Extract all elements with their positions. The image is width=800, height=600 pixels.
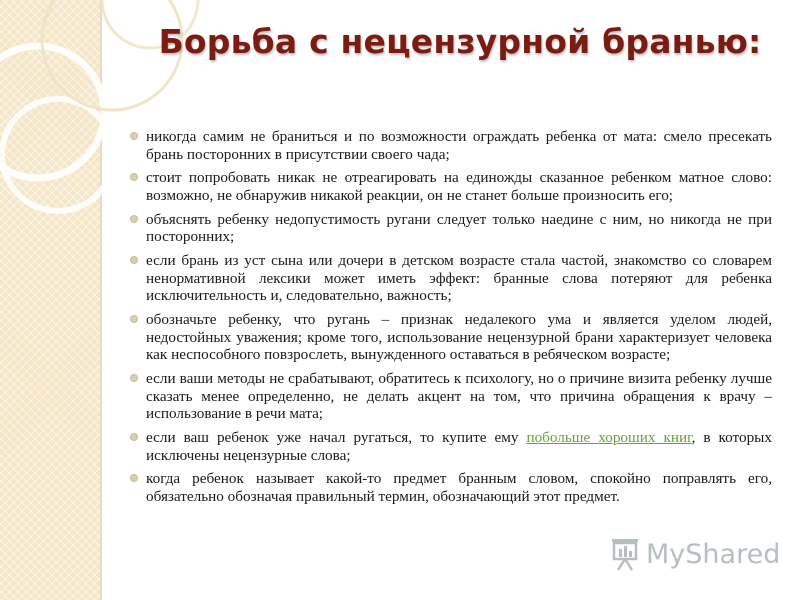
bullet-text: если ваши методы не срабатывают, обратитесь к психологу, но о причине визита ребенку лучше сказать менее определенно, не делать акцент на том, что причина обращения к врачу – использование в речи мата; bbox=[146, 370, 772, 423]
list-item bbox=[146, 128, 772, 163]
projector-icon bbox=[610, 537, 640, 571]
bullet-text: если брань из уст сына или дочери в детском возрасте стала частой, знакомство со словарем ненормативной лексики может иметь эффект: бранные слова потеряют для ребенка исключительность и, следовательно, важность; bbox=[146, 252, 772, 305]
list-item bbox=[146, 470, 772, 505]
list-item bbox=[146, 252, 772, 305]
list-item bbox=[146, 429, 772, 464]
bullet-icon bbox=[131, 216, 137, 222]
bullet-text: стоит попробовать никак не отреагировать на единожды сказанное ребенком матное слово: возможно, не обнаружив никакой реакции, он не станет больше произносить его; bbox=[146, 169, 772, 204]
bullet-text: обозначьте ребенку, что ругань – признак недалекого ума и является уделом людей, недостойных уважения; кроме того, использование нецензурной брани характеризует человека как неспособного повзрослеть, вынужденного оставаться в ребяческом возрасте; bbox=[146, 311, 772, 364]
bullet-text: когда ребенок называет какой-то предмет бранным словом, спокойно поправлять его, обязательно обозначая правильный термин, обозначающий этот предмет. bbox=[146, 470, 772, 505]
slide-title: Борьба с нецензурной бранью: bbox=[158, 22, 762, 61]
list-item bbox=[146, 311, 772, 364]
list-item bbox=[146, 169, 772, 204]
list-item bbox=[146, 370, 772, 423]
bullet-text-before-link: если ваш ребенок уже начал ругаться, то купите ему bbox=[146, 429, 527, 447]
bullet-icon bbox=[131, 434, 137, 440]
watermark-text: MyShared bbox=[646, 538, 781, 570]
bullet-text: объяснять ребенку недопустимость ругани следует только наедине с ним, но никогда не при посторонних; bbox=[146, 210, 772, 246]
bullet-icon bbox=[131, 133, 137, 139]
list-item bbox=[146, 211, 772, 246]
bullet-text-after-link: , в которых исключены нецензурные слова; bbox=[146, 429, 772, 464]
watermark bbox=[610, 534, 780, 574]
books-link[interactable]: побольше хороших книг bbox=[526, 429, 692, 447]
bullet-text: никогда самим не браниться и по возможности ограждать ребенка от мата: смело пресекать брань посторонних в присутствии своего чада; bbox=[146, 128, 772, 163]
bullet-list bbox=[146, 128, 772, 512]
